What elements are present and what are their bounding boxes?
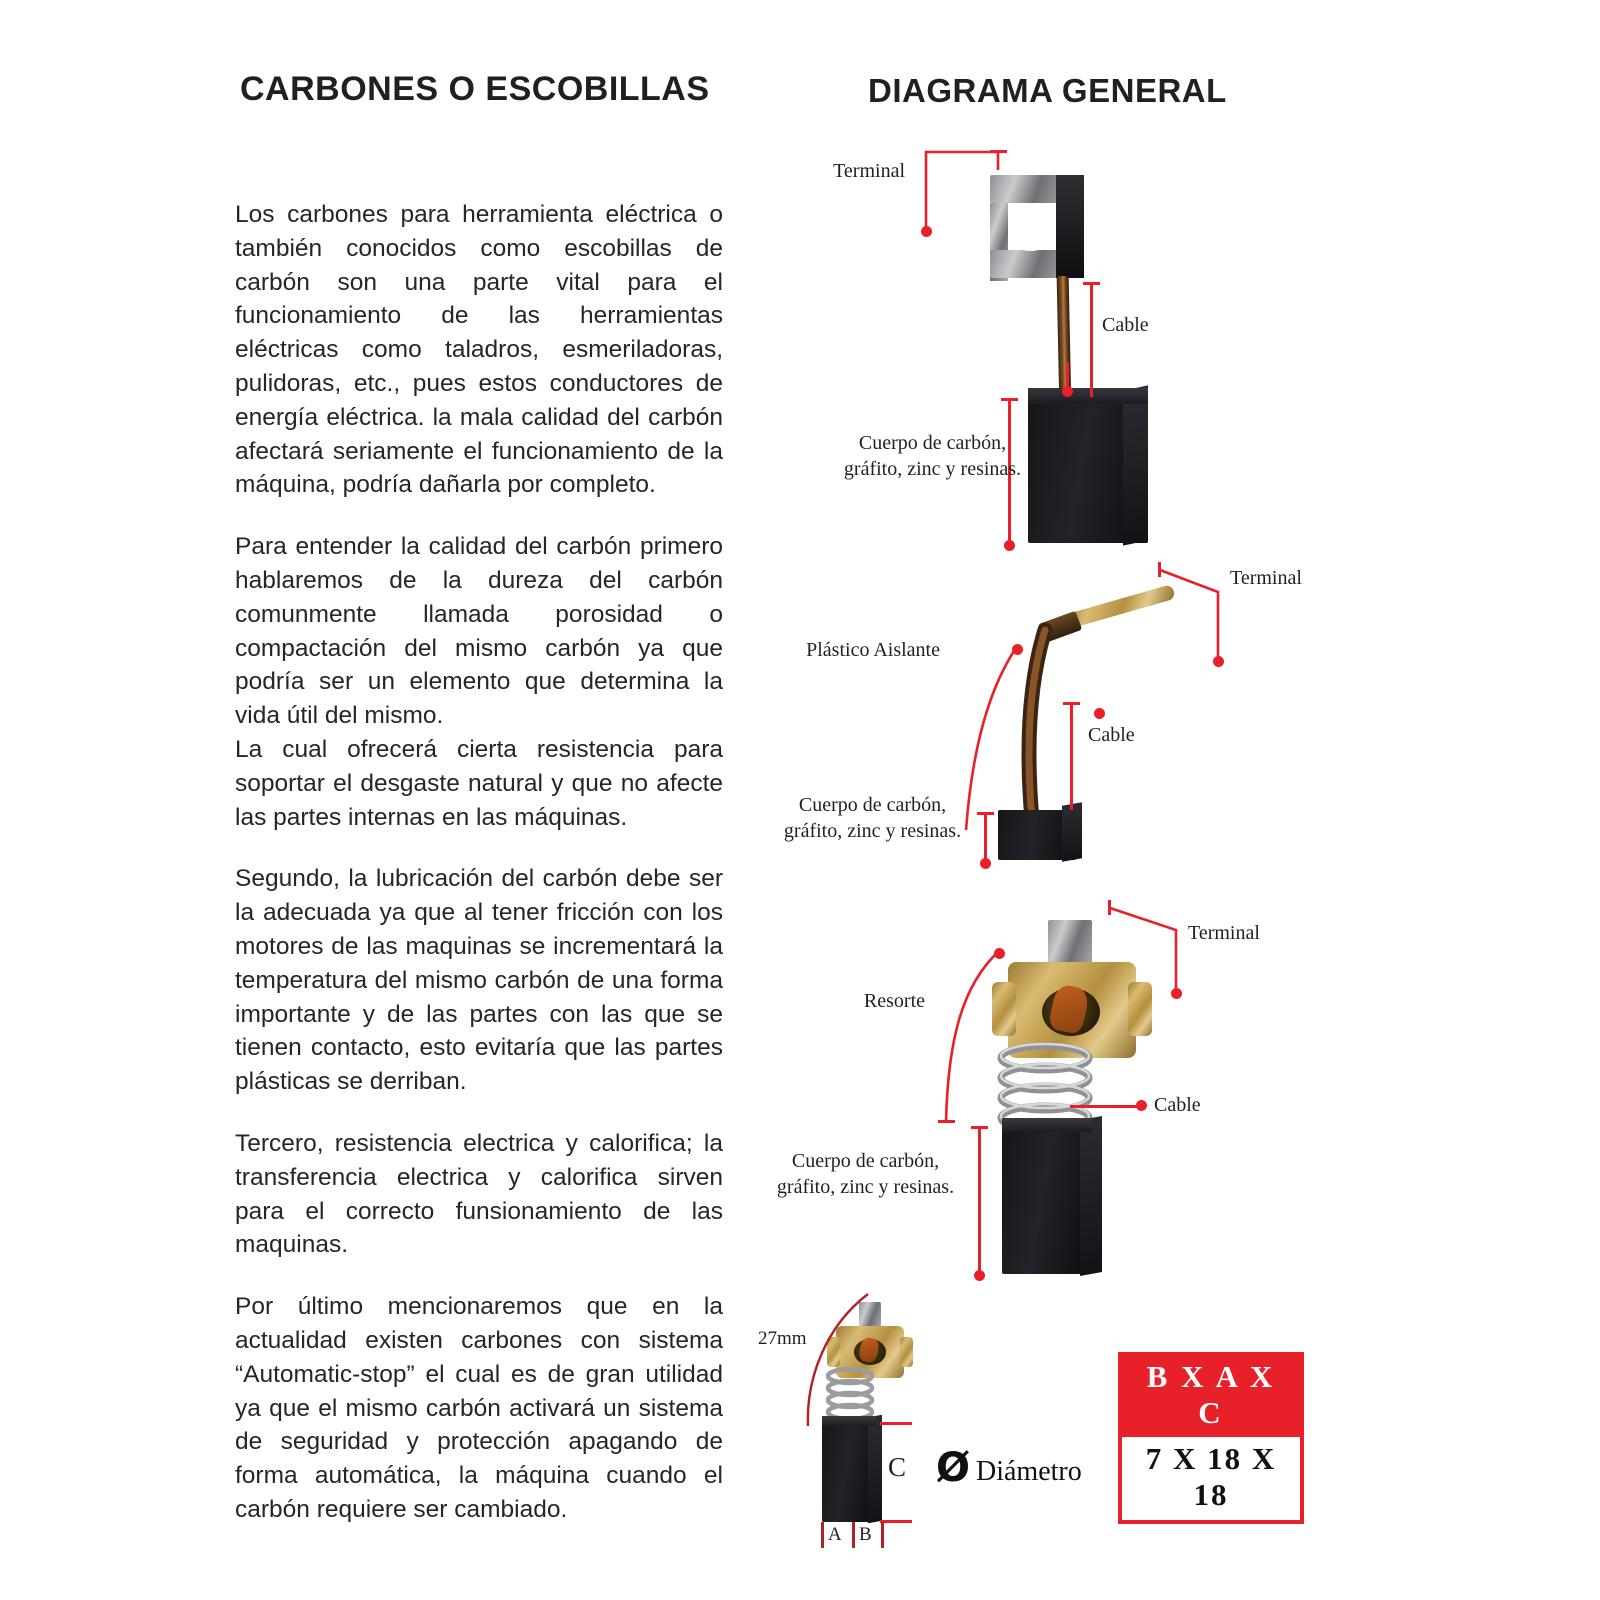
dim-b-right-tick bbox=[881, 1522, 884, 1548]
label-cable-2: Cable bbox=[1088, 724, 1135, 746]
paragraph-4: Segundo, la lubricación del carbón debe ser la adecuada ya que al tener fricción con los motores de las maquinas se incrementará la temperatura del mismo carbón de una forma importante y de las partes con las que se tienen contacto, esto evitaría que las partes plásticas se derriban. bbox=[235, 865, 723, 1096]
label-carbon-body-3-line1: Cuerpo de carbón, bbox=[791, 1150, 940, 1172]
paragraph-1: Los carbones para herramienta eléctrica o también conocidos como escobillas de carbón son una parte vital para el funcionamiento de las herramientas eléctricas como taladros, esmeriladoras, pulidoras, etc., pues estos conductores de energía eléctrica. la mala calidad del carbón afectará seriamente el funcionamiento de la máquina, podría dañarla por completo. bbox=[235, 201, 723, 499]
label-cable-3: Cable bbox=[1154, 1094, 1201, 1116]
label-cable-1: Cable bbox=[1102, 314, 1149, 336]
spring-length-arc bbox=[740, 130, 1360, 1550]
paragraph-6: Por último mencionaremos que en la actualidad existen carbones con sistema “Automatic-stop” el cual es de gran utilidad ya que el mismo carbón activará un sistema de seguridad y protección apagando de forma automática, la máquina cuando el carbón requiere ser cambiado. bbox=[235, 1293, 723, 1523]
label-spring-3: Resorte bbox=[863, 990, 925, 1012]
paragraph-5: Tercero, resistencia electrica y calorifica; la transferencia electrica y calorifica sirven para el correcto funsionamiento de las maquinas. bbox=[235, 1129, 723, 1259]
article-body bbox=[235, 198, 723, 1555]
label-dim-b: B bbox=[859, 1524, 872, 1545]
diameter-icon: Ø bbox=[936, 1445, 971, 1491]
page-title-right: DIAGRAMA GENERAL bbox=[868, 72, 1227, 109]
dim-c-tick-bottom bbox=[880, 1520, 912, 1523]
dim-c-tick-top bbox=[880, 1422, 912, 1425]
dimension-table-header: B X A X C bbox=[1122, 1356, 1300, 1437]
paragraph-2: Para entender la calidad del carbón primero hablaremos de la dureza del carbón comunmente llamada porosidad o compactación del mismo carbón ya que podría ser un elemento que determina la vida útil del mismo. bbox=[235, 533, 723, 730]
dimension-table bbox=[1118, 1352, 1304, 1524]
label-carbon-body-3-line2: gráfito, zinc y resinas. bbox=[776, 1176, 955, 1198]
label-carbon-body-2-line2: gráfito, zinc y resinas. bbox=[783, 820, 962, 842]
label-carbon-body-2-line1: Cuerpo de carbón, bbox=[798, 794, 947, 816]
label-insulator-2: Plástico Aislante bbox=[806, 639, 940, 661]
label-terminal-1: Terminal bbox=[833, 160, 905, 182]
label-terminal-3: Terminal bbox=[1188, 922, 1260, 944]
label-carbon-body-1-line2: gráfito, zinc y resinas. bbox=[843, 458, 1022, 480]
page-title-left: CARBONES O ESCOBILLAS bbox=[240, 70, 710, 108]
label-dim-c: C bbox=[888, 1452, 907, 1482]
dimension-table-values: 7 X 18 X 18 bbox=[1122, 1437, 1300, 1520]
dim-ab-mid-tick bbox=[852, 1522, 855, 1548]
label-spring-length: 27mm bbox=[758, 1328, 807, 1349]
label-diameter: Diámetro bbox=[976, 1456, 1082, 1487]
paragraph-3: La cual ofrecerá cierta resistencia para soportar el desgaste natural y que no afecte las partes internas en las máquinas. bbox=[235, 735, 723, 831]
label-dim-a: A bbox=[828, 1524, 842, 1545]
label-terminal-2: Terminal bbox=[1230, 567, 1302, 589]
diagram-column bbox=[740, 130, 1360, 1550]
dim-a-left-tick bbox=[821, 1522, 824, 1548]
label-carbon-body-1-line1: Cuerpo de carbón, bbox=[858, 432, 1007, 454]
